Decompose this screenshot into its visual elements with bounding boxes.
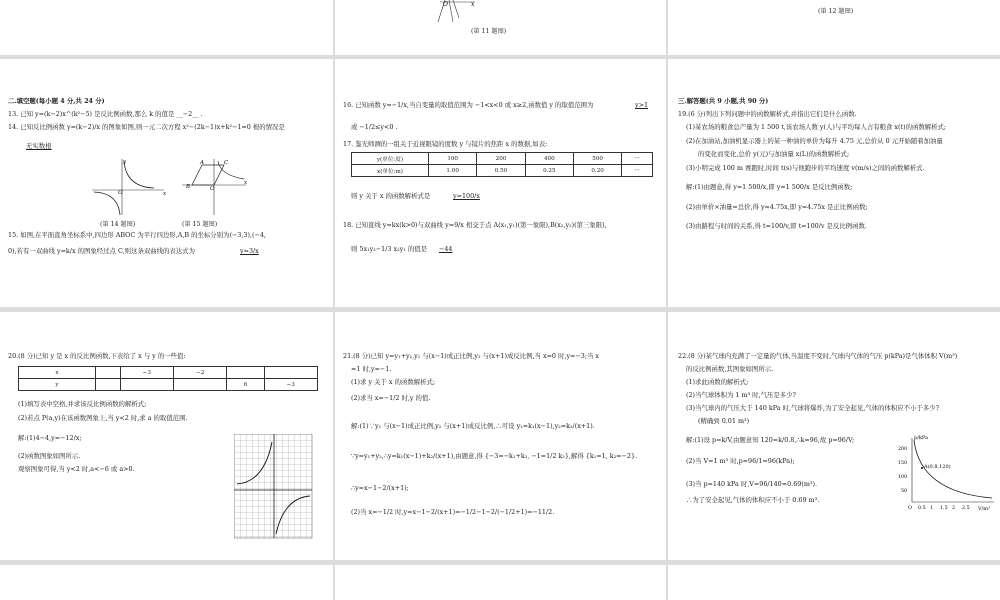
question-21-part-2: (2)求当 x=−1/2 时,y 的值. xyxy=(351,394,431,402)
solution-22-4: ∴为了安全起见,气体的体积应不小于 0.69 m³. xyxy=(686,496,820,504)
question-16: 16. 已知函数 y=−1/x,当自变量的取值范围为 −1<x<0 或 x≥2,函数值 y 的取值范围为 xyxy=(343,101,594,109)
question-16-cont: 或 −1/2≤y<0 . xyxy=(351,123,398,131)
panel-bottom-middle xyxy=(335,565,666,600)
table-cell: y(单位:度) xyxy=(352,153,429,165)
table-cell: x(单位:m) xyxy=(352,165,429,177)
figure-14-graph xyxy=(92,157,172,217)
solution-19-2: (2)由单价×油量=总价,得 y=4.75x,即 y=4.75x 是正比例函数; xyxy=(686,203,868,211)
question-19-part-2: (2)在加油站,加油机显示器上的某一种油的单价为每升 4.75 元,总价从 0 元开始随着加油量 xyxy=(686,137,943,145)
question-22-part-3: (3)当气球内的气压大于 140 kPa 时,气球将爆炸,为了安全起见,气体的体积应不小于多少? xyxy=(686,404,940,412)
caption-figure-11: (第 11 题图) xyxy=(471,28,507,35)
table-cell: 200 xyxy=(477,153,525,165)
panel-fill-blank-1 xyxy=(0,59,333,307)
solution-21-4: (2)当 x=−1/2 时,y=x−1−2/(x+1)=−1/2−1−2/(−1/2+1)=−11/2. xyxy=(351,508,555,516)
question-22-part-1: (1)求此函数的解析式; xyxy=(686,378,749,386)
table-cell xyxy=(96,367,121,379)
panel-top-middle xyxy=(335,0,666,55)
question-17-cont: 则 y 关于 x 的函数解析式是 xyxy=(351,192,431,200)
question-19-part-3: (3)小明完成 100 m 赛跑时,时间 t(s)与他跑步的平均速度 v(m/s)之间的函数解析式. xyxy=(686,164,925,172)
figure-15-label-a: A xyxy=(200,160,204,166)
figure-22-ytick: 150 xyxy=(898,461,908,466)
question-21-part-1: (1)求 y 关于 x 的函数解析式; xyxy=(351,378,436,386)
question-22-part-2: (2)当气球体积为 1 m³ 时,气压是多少? xyxy=(686,391,796,399)
solution-21-3: ∴y=x−1−2/(x+1); xyxy=(351,484,409,492)
figure-22-graph xyxy=(898,434,998,514)
figure-22-xtick: 2 xyxy=(952,506,956,511)
table-cell: ··· xyxy=(622,153,653,165)
solution-22-1: 解:(1)设 p=k/V,由题意知 120=k/0.8,∴k=96,故 p=96/V; xyxy=(686,436,855,444)
solution-22-2: (2)当 V=1 m³ 时,p=96/1=96(kPa); xyxy=(686,457,795,465)
figure-22-origin: O xyxy=(908,506,912,511)
table-cell: 1.00 xyxy=(429,165,477,177)
panel-question-20 xyxy=(0,312,333,560)
figure-15-graph xyxy=(180,157,250,217)
section-heading-solve: 三.解答题(共 9 小题,共 90 分) xyxy=(678,97,769,105)
question-19: 19.(6 分)列出下列问题中的函数解析式,并指出它们是什么函数. xyxy=(678,110,857,118)
panel-top-left xyxy=(0,0,333,55)
question-14: 14. 已知反比例函数 y=(k−2)/x 的图象如图,则一元二次方程 x²−(2k−1)x+k²−1=0 根的情况是 xyxy=(8,123,285,131)
question-20: 20.(8 分)已知 y 是 x 的反比例函数,下表给了 x 与 y 的一些值: xyxy=(8,352,186,360)
panel-solution-19 xyxy=(668,59,1000,307)
solution-19-1: 解:(1)由题意,得 y=1 500/x,即 y=1 500/x 是反比例函数; xyxy=(686,183,853,191)
question-22: 22.(8 分)某气球内充满了一定量的气体,当温度不变时,气球内气体的气压 p(kPa)是气体体积 V(m³) xyxy=(678,352,958,360)
table-cell: ··· xyxy=(622,165,653,177)
figure-22-ytick: 200 xyxy=(898,447,908,452)
svg-text:O: O xyxy=(443,1,448,8)
question-15-cont: 0),若有一双曲线 y=k/x 的图象经过点 C,则这条双曲线的表达式为 xyxy=(8,247,195,255)
figure-22-xtick: 1 xyxy=(930,506,934,511)
figure-22-xtick: 1.5 xyxy=(940,506,948,511)
figure-22-point-label: A(0.8,120) xyxy=(924,464,951,470)
svg-text:x: x xyxy=(471,1,475,8)
table-cell: −3 xyxy=(120,367,173,379)
panel-bottom-left xyxy=(0,565,333,600)
figure-15-label-c: C xyxy=(224,160,229,166)
answer-15: y=3/x xyxy=(240,247,259,255)
figure-22-y-label: p/kPa xyxy=(914,435,929,441)
question-18-cont: 则 5x₁y₂−1/3 x₂y₁ 的值是 xyxy=(351,245,428,253)
solution-22-3: (3)当 p=140 kPa 时,V=96/140≈0.69(m³). xyxy=(686,480,817,488)
solution-20-2: (2)函数图象如图所示. xyxy=(18,452,81,460)
figure-14-y-label: y xyxy=(123,159,127,165)
answer-17: y=100/x xyxy=(453,192,480,200)
table-cell: 500 xyxy=(573,153,621,165)
question-18: 18. 已知直线 y=kx(k>0)与双曲线 y=9/x 相交于点 A(x₁,y₁)(第一象限),B(x₂,y₂)(第三象限), xyxy=(343,221,607,229)
table-row xyxy=(19,379,318,391)
question-22-cont: 的反比例函数,其图象如图所示. xyxy=(686,365,774,373)
question-17: 17. 鉴光师测的一组关于近视眼镜的度数 y 与镜片的焦距 x 的数据,如表: xyxy=(343,140,548,148)
panel-fill-blank-2 xyxy=(335,59,666,307)
question-20-part-1: (1)填写表中空格,并求该反比例函数的解析式; xyxy=(18,400,147,408)
table-cell xyxy=(96,379,121,391)
figure-14-origin: O xyxy=(118,190,123,196)
question-22-part-3-cont: (精确到 0.01 m³) xyxy=(698,417,750,425)
figure-22-ytick: 50 xyxy=(901,489,908,494)
table-cell: y xyxy=(19,379,96,391)
table-cell: −3 xyxy=(264,379,318,391)
figure-15-x-label: x xyxy=(244,180,248,186)
panel-question-22 xyxy=(668,312,1000,560)
question-20-part-2: (2)若点 P(a,y)在该函数图象上,当 y<2 时,求 a 的取值范围. xyxy=(18,414,188,422)
table-cell xyxy=(120,379,173,391)
table-row xyxy=(352,165,653,177)
table-cell: 400 xyxy=(525,153,573,165)
figure-22-ytick: 100 xyxy=(898,475,908,480)
section-heading-fill: 二.填空题(每小题 4 分,共 24 分) xyxy=(8,97,105,105)
table-20 xyxy=(18,366,318,391)
solution-20-1: 解:(1)4−4,y=−12/x; xyxy=(18,434,82,442)
caption-figure-14: (第 14 题图) xyxy=(100,221,136,228)
figure-22-xtick: 2.5 xyxy=(962,506,970,511)
answer-16: y>1 xyxy=(635,101,649,109)
solution-21-1: 解:(1)∵y₁ 与(x−1)成正比例,y₂ 与(x+1)成反比例,∴可设 y₁=k₁(x−1),y₂=k₂/(x+1). xyxy=(351,422,595,430)
figure-22-x-label: V/m³ xyxy=(978,506,991,512)
table-17 xyxy=(351,152,653,177)
question-13: 13. 已知 y=(k−2)x^(k²−5) 是反比例函数,那么 k 的值是 __−2__ . xyxy=(8,110,203,118)
panel-top-right xyxy=(668,0,1000,55)
table-cell: 0.20 xyxy=(573,165,621,177)
table-cell: 0.25 xyxy=(525,165,573,177)
answer-18: −44 xyxy=(439,245,453,253)
table-cell: 6 xyxy=(227,379,264,391)
solution-20-3: 观察图象可得,当 y<2 时,a<−6 或 a>0. xyxy=(18,465,135,473)
figure-14-x-label: x xyxy=(163,191,167,197)
table-cell: −2 xyxy=(174,367,227,379)
figure-20-grid-graph xyxy=(234,434,314,540)
table-cell xyxy=(174,379,227,391)
figure-15-label-b: B xyxy=(186,184,191,190)
table-row xyxy=(19,367,318,379)
table-cell xyxy=(227,367,264,379)
table-cell: x xyxy=(19,367,96,379)
answer-14: 无实数根 xyxy=(26,142,52,150)
question-21: 21.(8 分)已知 y=y₁+y₂,y₁ 与(x−1)成正比例,y₂ 与(x+1)成反比例,当 x=0 时,y=−3;当 x xyxy=(343,352,600,360)
panel-question-21 xyxy=(335,312,666,560)
table-cell: 0.50 xyxy=(477,165,525,177)
figure-22-xtick: 0.5 xyxy=(918,506,926,511)
question-19-part-2-cont: 的变化而变化,总价 y(元)与加油量 x(L)的函数解析式; xyxy=(698,150,850,158)
table-cell: 100 xyxy=(429,153,477,165)
solution-19-3: (3)由路程与时间的关系,得 t=100/v,即 t=100/v 是反比例函数. xyxy=(686,222,867,230)
question-15: 15. 如图,在平面直角坐标系中,四边形 ABOC 为平行四边形,A,B 的坐标分别为(−3,3),(−4, xyxy=(8,231,266,239)
question-21-cont: =1 时,y=−1. xyxy=(351,365,392,373)
figure-15-origin: O xyxy=(210,186,215,192)
table-cell xyxy=(264,367,318,379)
panel-bottom-right xyxy=(668,565,1000,600)
question-19-part-1: (1)某农场的粮食总产量为 1 500 t,该农场人数 y(人)与平均每人占有粮食 x(t)的函数解析式; xyxy=(686,123,947,131)
solution-21-2: ∵y=y₁+y₂,∴y=k₁(x−1)+k₂/(x+1),由题意,得 {−3=−k₁+k₂, −1=1/2 k₂},解得 {k₁=1, k₂=−2}. xyxy=(351,452,638,460)
table-row xyxy=(352,153,653,165)
caption-figure-15: (第 15 题图) xyxy=(182,221,218,228)
caption-figure-12: (第 12 题图) xyxy=(818,8,854,15)
